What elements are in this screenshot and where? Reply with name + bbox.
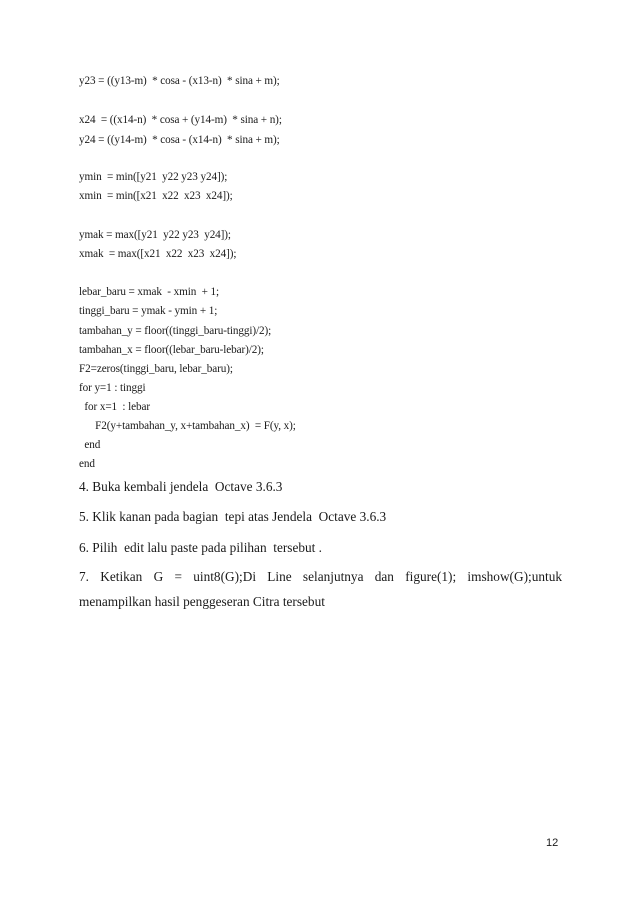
code-line: tambahan_x = floor((lebar_baru-lebar)/2); xyxy=(79,344,264,356)
code-line: end xyxy=(79,458,95,470)
code-line: xmak = max([x21 x22 x23 x24]); xyxy=(79,248,237,260)
code-line: F2(y+tambahan_y, x+tambahan_x) = F(y, x); xyxy=(79,420,296,432)
code-line: ymak = max([y21 y22 y23 y24]); xyxy=(79,229,231,241)
code-line: lebar_baru = xmak - xmin + 1; xyxy=(79,286,220,298)
code-line: ymin = min([y21 y22 y23 y24]); xyxy=(79,171,228,183)
code-line: y23 = ((y13-m) * cosa - (x13-n) * sina + m); xyxy=(79,75,280,87)
code-line: F2=zeros(tinggi_baru, lebar_baru); xyxy=(79,363,233,375)
code-line: tambahan_y = floor((tinggi_baru-tinggi)/2); xyxy=(79,325,272,337)
code-line: tinggi_baru = ymak - ymin + 1; xyxy=(79,305,218,317)
step-6: 6. Pilih edit lalu paste pada pilihan tersebut . xyxy=(79,540,322,555)
step-5: 5. Klik kanan pada bagian tepi atas Jendela Octave 3.6.3 xyxy=(79,509,387,524)
code-line: xmin = min([x21 x22 x23 x24]); xyxy=(79,190,233,202)
code-line: end xyxy=(79,439,101,451)
page-number: 12 xyxy=(546,837,559,849)
step-4: 4. Buka kembali jendela Octave 3.6.3 xyxy=(79,479,283,494)
step-7: 7. Ketikan G = uint8(G);Di Line selanjutnya dan figure(1); imshow(G);untuk menampilkan hasil penggeseran Citra tersebut xyxy=(79,569,562,609)
code-line: for y=1 : tinggi xyxy=(79,382,146,394)
code-line: for x=1 : lebar xyxy=(79,401,150,413)
code-line: y24 = ((y14-m) * cosa - (x14-n) * sina + m); xyxy=(79,134,280,146)
code-line: x24 = ((x14-n) * cosa + (y14-m) * sina + n); xyxy=(79,114,282,126)
